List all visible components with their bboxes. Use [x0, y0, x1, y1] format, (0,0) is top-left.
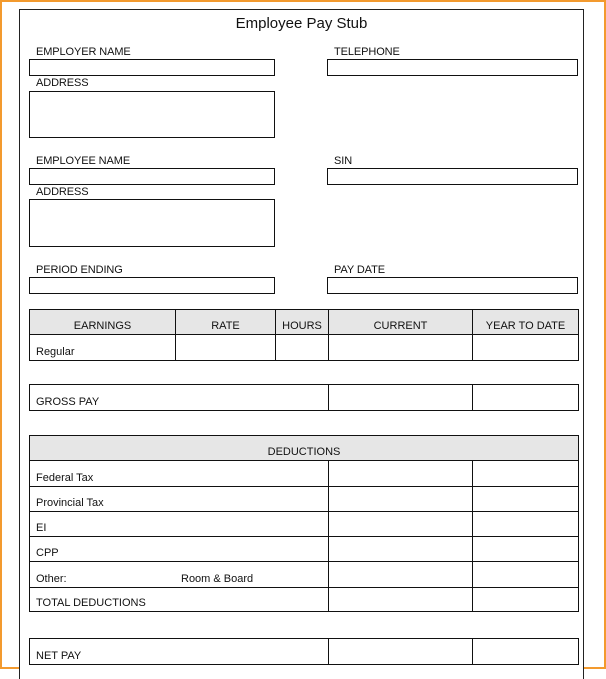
other-detail: Room & Board: [181, 573, 254, 585]
table-row: [30, 639, 579, 665]
hours-header: HOURS: [276, 310, 329, 335]
sin-field[interactable]: [327, 168, 578, 185]
regular-hours-cell[interactable]: [276, 335, 329, 361]
current-header: CURRENT: [329, 310, 473, 335]
total-deductions-ytd-cell[interactable]: [473, 588, 579, 612]
other-ytd-cell[interactable]: [473, 562, 579, 588]
other-label: Other:: [36, 573, 67, 585]
employee-address-field[interactable]: [29, 199, 275, 247]
other-deduction-cell: [30, 562, 329, 588]
ei-label: EI: [30, 512, 329, 537]
earnings-header-row: [30, 310, 579, 335]
gross-pay-ytd-cell[interactable]: [473, 385, 579, 411]
other-current-cell[interactable]: [329, 562, 473, 588]
earnings-table: [29, 309, 579, 361]
total-deductions-current-cell[interactable]: [329, 588, 473, 612]
deductions-table: [29, 435, 579, 612]
regular-current-cell[interactable]: [329, 335, 473, 361]
net-pay-table: [29, 638, 579, 665]
period-ending-label: PERIOD ENDING: [36, 264, 123, 276]
provincial-tax-label: Provincial Tax: [30, 487, 329, 512]
net-pay-current-cell[interactable]: [329, 639, 473, 665]
cpp-current-cell[interactable]: [329, 537, 473, 562]
employee-name-field[interactable]: [29, 168, 275, 185]
deductions-header-row: [30, 436, 579, 461]
regular-rate-cell[interactable]: [176, 335, 276, 361]
rate-header: RATE: [176, 310, 276, 335]
page-title: Employee Pay Stub: [235, 15, 368, 32]
employee-name-label: EMPLOYEE NAME: [36, 155, 131, 167]
table-row: [30, 335, 579, 361]
federal-tax-label: Federal Tax: [30, 461, 329, 487]
pay-date-field[interactable]: [327, 277, 578, 294]
cpp-ytd-cell[interactable]: [473, 537, 579, 562]
telephone-label: TELEPHONE: [334, 46, 400, 58]
ei-current-cell[interactable]: [329, 512, 473, 537]
pay-date-label: PAY DATE: [334, 264, 385, 276]
employer-address-label: ADDRESS: [36, 77, 89, 89]
regular-ytd-cell[interactable]: [473, 335, 579, 361]
year-to-date-header: YEAR TO DATE: [473, 310, 579, 335]
table-row: [30, 487, 579, 512]
gross-pay-current-cell[interactable]: [329, 385, 473, 411]
federal-tax-ytd-cell[interactable]: [473, 461, 579, 487]
cpp-label: CPP: [30, 537, 329, 562]
gross-pay-table: [29, 384, 579, 411]
table-row: [30, 588, 579, 612]
table-row: [30, 512, 579, 537]
net-pay-ytd-cell[interactable]: [473, 639, 579, 665]
provincial-tax-ytd-cell[interactable]: [473, 487, 579, 512]
federal-tax-current-cell[interactable]: [329, 461, 473, 487]
employer-name-field[interactable]: [29, 59, 275, 76]
deductions-header: DEDUCTIONS: [30, 436, 579, 461]
employer-name-label: EMPLOYER NAME: [36, 46, 131, 58]
employer-address-field[interactable]: [29, 91, 275, 138]
earnings-header: EARNINGS: [30, 310, 176, 335]
table-row: [30, 385, 579, 411]
telephone-field[interactable]: [327, 59, 578, 76]
table-row: [30, 562, 579, 588]
gross-pay-label: GROSS PAY: [30, 385, 329, 411]
ei-ytd-cell[interactable]: [473, 512, 579, 537]
employee-address-label: ADDRESS: [36, 186, 89, 198]
sin-label: SIN: [334, 155, 353, 167]
provincial-tax-current-cell[interactable]: [329, 487, 473, 512]
table-row: [30, 537, 579, 562]
total-deductions-label: TOTAL DEDUCTIONS: [30, 588, 329, 612]
table-row: [30, 461, 579, 487]
net-pay-label: NET PAY: [30, 639, 329, 665]
period-ending-field[interactable]: [29, 277, 275, 294]
regular-label: Regular: [30, 335, 176, 361]
